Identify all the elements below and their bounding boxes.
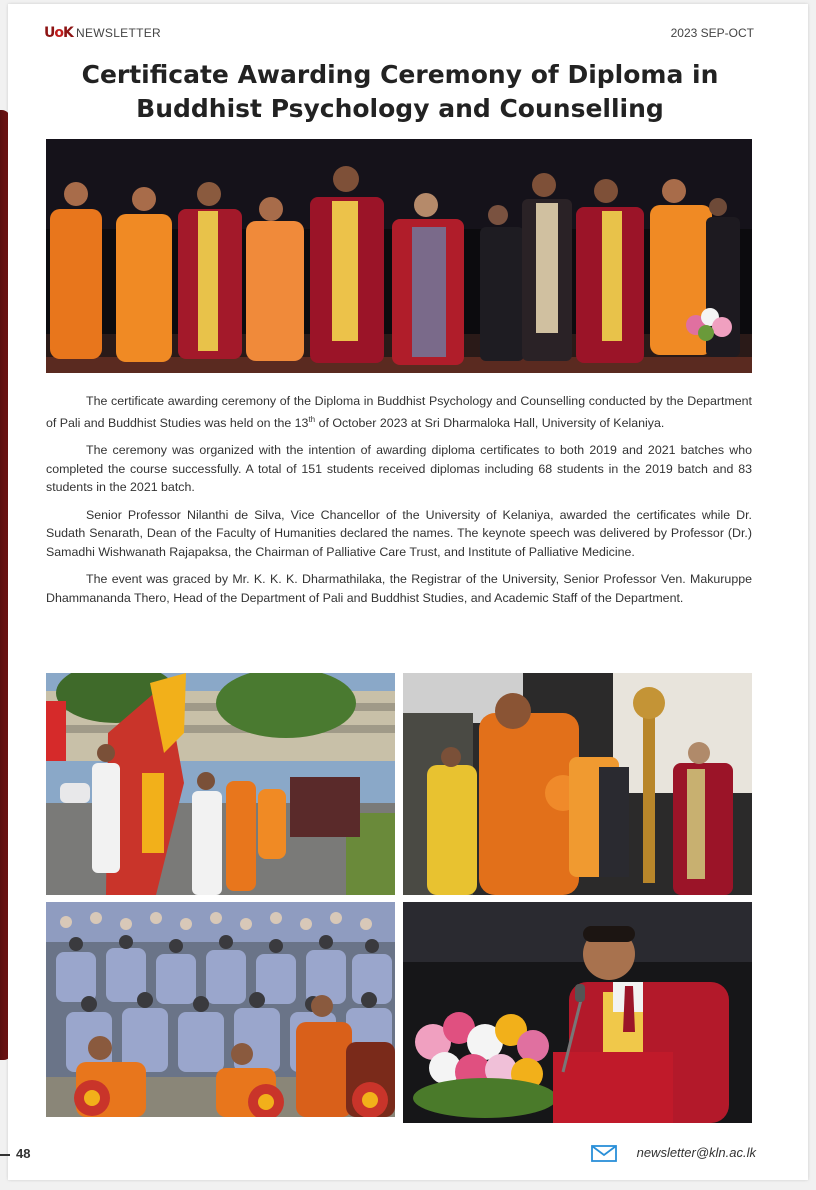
page-number-dash [0,1154,10,1156]
article-title [50,58,750,126]
page-number-value: 48 [16,1146,31,1161]
procession-photo [46,673,395,895]
article-body [46,392,752,616]
paragraph-4: The event was graced by Mr. K. K. K. Dharmathilaka, the Registrar of the University, Senior Professor Ven. Makuruppe Dhammananda Thero, Head of the Department of Pali and Buddhist Studies, and Academic Staff of the Department. [46,572,752,605]
paragraph-2: The ceremony was organized with the intention of awarding diploma certificates to both 2019 and 2021 batches who completed the course successfully. A total of 151 students received diplomas including 68 students in the 2019 batch and 83 students in the 2021 batch. [46,443,752,495]
page-number [0,1146,30,1161]
issue-date: 2023 SEP-OCT [670,26,754,40]
ceremony-stage-photo [46,139,752,373]
lamp-lighting-photo [403,673,752,895]
keynote-speech-photo [403,902,752,1123]
uok-logo: UoK [44,25,73,41]
paragraph-1: The certificate awarding ceremony of the Diploma in Buddhist Psychology and Counselling conducted by the Department of Pali and Buddhist Studies was held on the 13th of October 2023 at Sri Dharmaloka Hall, University of Kelaniya. [46,394,752,430]
section-label: NEWSLETTER [76,26,162,40]
contact-email[interactable]: newsletter@kln.ac.lk [636,1145,756,1160]
audience-photo [46,902,395,1117]
mail-icon [591,1145,617,1162]
paragraph-3: Senior Professor Nilanthi de Silva, Vice Chancellor of the University of Kelaniya, awarded the certificates while Dr. Sudath Senarath, Dean of the Faculty of Humanities declared the names. The keynote speech was delivered by Professor (Dr.) Samadhi Wishwanath Rajapaksa, the Chairman of Palliative Care Trust, and Institute of Palliative Medicine. [46,507,752,559]
page-header [44,24,754,42]
title-line-1: Certificate Awarding Ceremony of Diploma in [81,60,719,89]
title-line-2: Buddhist Psychology and Counselling [136,94,664,123]
